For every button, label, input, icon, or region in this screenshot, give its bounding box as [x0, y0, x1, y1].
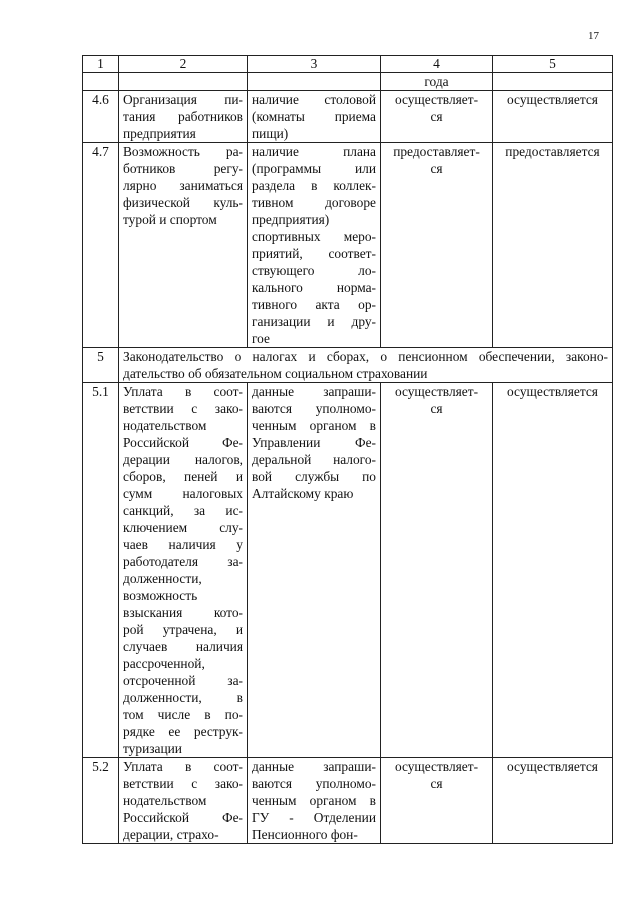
cell-line: Уплата в соот- [123, 759, 243, 774]
table-row [83, 143, 613, 348]
cell-line: ваются уполномо- [252, 401, 376, 416]
header-col-3: 3 [248, 56, 381, 73]
cell-line: дерации, страхо- [123, 827, 219, 842]
table-row [83, 91, 613, 143]
cell-line: нодательством [123, 793, 207, 808]
cell-line: физической куль- [123, 195, 243, 210]
cell-line: (программы или [252, 161, 376, 176]
cell-line: ветствии с зако- [123, 776, 243, 791]
cell-line: ганизации и дру- [252, 314, 376, 329]
cell-line: ваются уполномо- [252, 776, 376, 791]
status-cell [381, 143, 493, 348]
row-number: 5.2 [83, 758, 119, 844]
verification-method-cell [248, 143, 381, 348]
requirement-cell [119, 758, 248, 844]
row-number: 5.1 [83, 383, 119, 758]
result-cell [493, 91, 613, 143]
header-col-1: 1 [83, 56, 119, 73]
cell-line: ченным органом в [252, 793, 376, 808]
verification-method-cell [248, 758, 381, 844]
continuation-row [83, 73, 613, 91]
cell-line: осуществляет- [394, 92, 479, 107]
cell-line: ветствии с зако- [123, 401, 243, 416]
requirement-cell [119, 383, 248, 758]
cell-line: тания работников [123, 109, 243, 124]
cell-line: предоставляется [505, 144, 600, 159]
cell-line: ключением слу- [123, 520, 243, 535]
cell-line: ся [430, 401, 443, 416]
cell-line: наличие плана [252, 144, 376, 159]
cell-line: предприятия) [252, 212, 330, 227]
cell-line: том числе в по- [123, 707, 243, 722]
cell-line: Возможность ра- [123, 144, 243, 159]
status-cell [381, 91, 493, 143]
verification-method-cell [248, 91, 381, 143]
cell-line: ботников регу- [123, 161, 243, 176]
cell-line: Управлении Фе- [252, 435, 376, 450]
table-header-row [83, 56, 613, 73]
row-number: 5 [83, 348, 119, 383]
cell-line: спортивных меро- [252, 229, 376, 244]
cell-line: долженности, [123, 571, 202, 586]
cell-line: ся [430, 776, 443, 791]
cell-line: осуществляет- [394, 384, 479, 399]
header-col-4: 4 [381, 56, 493, 73]
cell-line: наличие столовой [252, 92, 376, 107]
cell-line: случаев наличия [123, 639, 243, 654]
requirement-cell [119, 143, 248, 348]
header-col-5: 5 [493, 56, 613, 73]
cell-line: вой службы по [252, 469, 376, 484]
table-row [83, 383, 613, 758]
cell-line: Законодательство о налогах и сборах, о пенсионном обеспечении, законо- [123, 349, 608, 364]
cell-line: Уплата в соот- [123, 384, 243, 399]
result-cell [493, 758, 613, 844]
header-col-2: 2 [119, 56, 248, 73]
cell-line: сумм налоговых [123, 486, 243, 501]
row-number: 4.6 [83, 91, 119, 143]
cell-line: Российской Фе- [123, 435, 243, 450]
cell-line: взыскания кото- [123, 605, 243, 620]
cell-line: предоставляет- [393, 144, 480, 159]
cell-line: турой и спортом [123, 212, 217, 227]
section-row [83, 348, 613, 383]
cell-line: ствующего ло- [252, 263, 376, 278]
cell-line: тивном договоре [252, 195, 376, 210]
cell-line: нодательством [123, 418, 207, 433]
cell-line: осуществляется [507, 92, 598, 107]
cell-line: рой утрачена, и [123, 622, 243, 637]
cell-line: ся [430, 161, 443, 176]
cell-line: ГУ - Отделении [252, 810, 376, 825]
status-cell [381, 758, 493, 844]
cell-line: тивного акта ор- [252, 297, 376, 312]
cell-line: пищи) [252, 126, 289, 141]
cell-line: раздела в коллек- [252, 178, 376, 193]
cell-line: рядке ее реструк- [123, 724, 243, 739]
cell-line: возможность [123, 588, 198, 603]
cell-line: Российской Фе- [123, 810, 243, 825]
result-cell [493, 143, 613, 348]
cell-line: осуществляет- [394, 759, 479, 774]
cell-line: работодателя за- [123, 554, 243, 569]
cell-line: приятий, соответ- [252, 246, 376, 261]
cell-line: Организация пи- [123, 92, 243, 107]
cell-line: санкций, за ис- [123, 503, 243, 518]
cell-line: рассроченной, [123, 656, 205, 671]
cell-line: сборов, пеней и [123, 469, 243, 484]
cell-line: ченным органом в [252, 418, 376, 433]
requirement-cell [119, 91, 248, 143]
table-row [83, 758, 613, 844]
section-title [119, 348, 613, 383]
requirements-table [82, 55, 613, 844]
cell-line: долженности, в [123, 690, 243, 705]
cell-line: гое [252, 331, 270, 346]
cell-line: туризации [123, 741, 182, 756]
result-cell [493, 383, 613, 758]
cell-line: дательство об обязательном социальном страховании [123, 366, 428, 381]
cell-line: осуществляется [507, 759, 598, 774]
page-number: 17 [588, 30, 599, 42]
cell-line: чаев наличия у [123, 537, 243, 552]
cell-line: осуществляется [507, 384, 598, 399]
cell-line: деральной налого- [252, 452, 376, 467]
cell-line: данные запраши- [252, 384, 376, 399]
cell-line: кального норма- [252, 280, 376, 295]
row-number: 4.7 [83, 143, 119, 348]
cell-line: Алтайскому краю [252, 486, 354, 501]
cell-line: лярно заниматься [123, 178, 243, 193]
cell-line: предприятия [123, 126, 196, 141]
cell-line: данные запраши- [252, 759, 376, 774]
cell-line: Пенсионного фон- [252, 827, 358, 842]
cell-line: отсроченной за- [123, 673, 243, 688]
cell-line: (комнаты приема [252, 109, 376, 124]
verification-method-cell [248, 383, 381, 758]
cell-line: ся [430, 109, 443, 124]
cell-line: дерации налогов, [123, 452, 243, 467]
status-cell [381, 383, 493, 758]
continuation-cell: года [381, 73, 493, 91]
